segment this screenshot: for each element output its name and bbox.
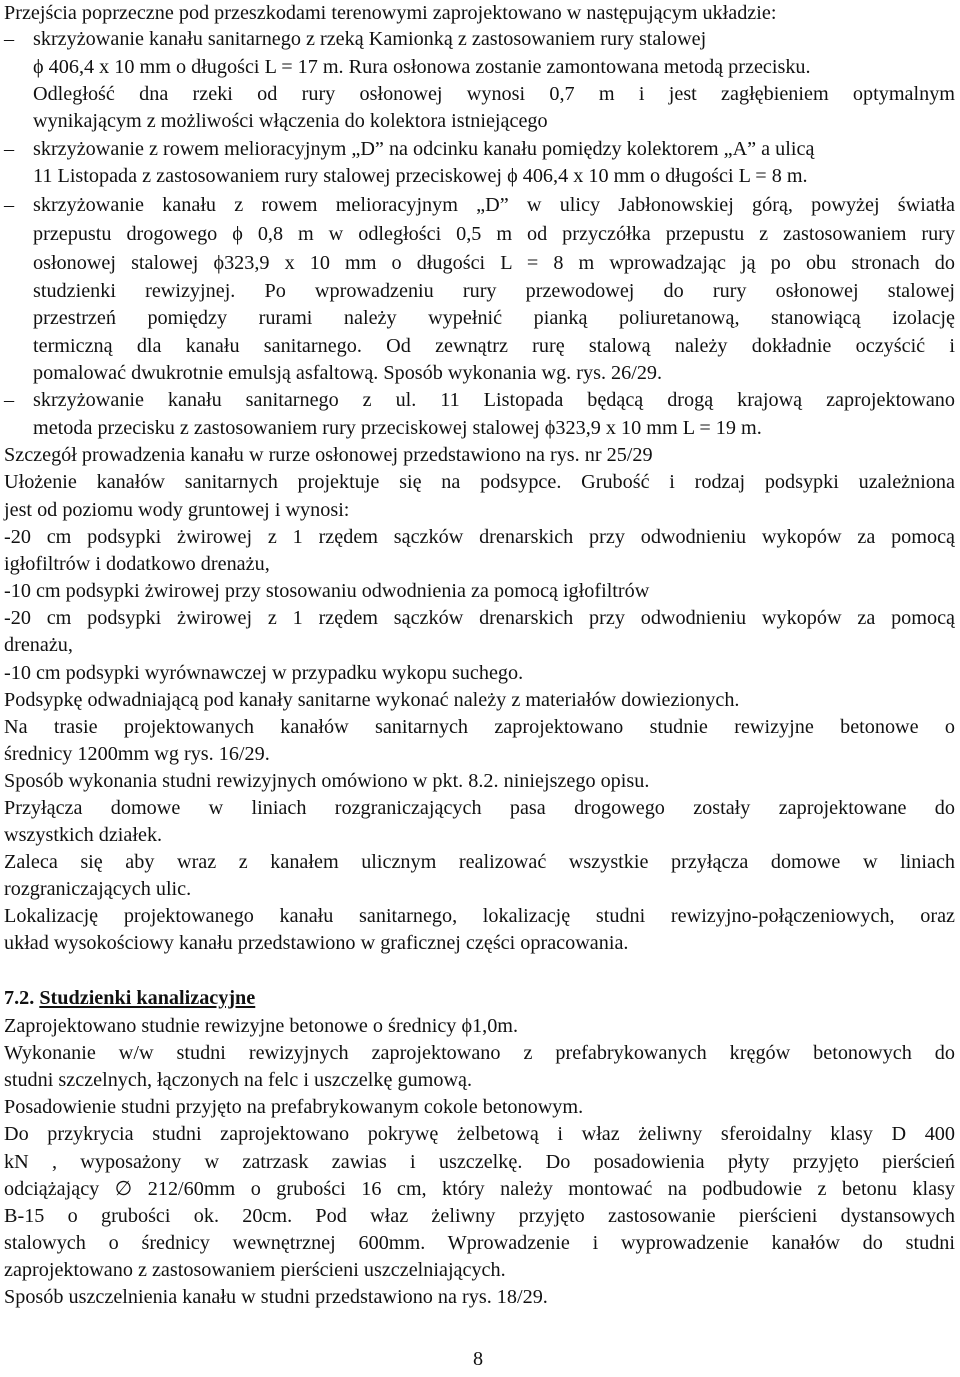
text-line: Lokalizację projektowanego kanału sanitarnego, lokalizację studni rewizyjno-połączeniowych, oraz — [4, 905, 955, 927]
text-line: termiczną dla kanału sanitarnego. Od zewnątrz rurę stalową należy dokładnie oczyścić i — [33, 335, 955, 357]
text-line: igłofiltrów i dodatkowo drenażu, — [4, 553, 270, 575]
text-line: przestrzeń pomiędzy rurami należy wypełnić pianką poliuretanową, stanowiącą izolację — [33, 307, 955, 329]
list-dash: – — [4, 138, 15, 160]
list-dash: – — [4, 28, 15, 50]
text-line: Ułożenie kanałów sanitarnych projektuje się na podsypce. Grubość i rodzaj podsypki uzależniona — [4, 471, 955, 493]
text-line: stalowych o średnicy wewnętrznej 600mm. Wprowadzenie i wyprowadzenie kanałów do studni — [4, 1232, 955, 1254]
list-dash: – — [4, 194, 15, 216]
text-line: -10 cm podsypki żwirowej przy stosowaniu odwodnienia za pomocą igłofiltrów — [4, 580, 650, 602]
text-line: Sposób wykonania studni rewizyjnych omówiono w pkt. 8.2. niniejszego opisu. — [4, 770, 650, 792]
text-line: metoda przecisku z zastosowaniem rury przeciskowej stalowej ϕ323,9 x 10 mm L = 19 m. — [33, 417, 762, 439]
text-line: skrzyżowanie kanału sanitarnego z ul. 11 Listopada będącą drogą krajową zaprojektowano — [33, 389, 955, 411]
page-number: 8 — [473, 1348, 484, 1370]
text-line: zaprojektowano z zastosowaniem pierścieni uszczelniających. — [4, 1259, 506, 1281]
section-heading — [4, 985, 255, 1011]
text-line: skrzyżowanie kanału sanitarnego z rzeką Kamionką z zastosowaniem rury stalowej — [33, 28, 707, 50]
text-line: Posadowienie studni przyjęto na prefabrykowanym cokole betonowym. — [4, 1096, 584, 1118]
text-line: skrzyżowanie kanału z rowem melioracyjnym „D” w ulicy Jabłonowskiej górą, powyżej światła — [33, 194, 955, 216]
text-line: -20 cm podsypki żwirowej z 1 rzędem sączków drenarskich przy odwodnieniu wykopów za pomocą — [4, 607, 955, 629]
text-line: jest od poziomu wody gruntowej i wynosi: — [4, 499, 350, 521]
text-line: Zaprojektowano studnie rewizyjne betonowe o średnicy ϕ1,0m. — [4, 1015, 519, 1037]
text-line: kN , wyposażony w zatrzask zawias i uszczelkę. Do posadowienia płyty przyjęto pierścień — [4, 1151, 955, 1173]
text-line: -10 cm podsypki wyrównawczej w przypadku wykopu suchego. — [4, 662, 524, 684]
text-line: ϕ 406,4 x 10 mm o długości L = 17 m. Rura osłonowa zostanie zamontowana metodą przecisku. — [33, 56, 811, 78]
text-line: studni szczelnych, łączonych na felc i uszczelkę gumową. — [4, 1069, 473, 1091]
text-line: -20 cm podsypki żwirowej z 1 rzędem sączków drenarskich przy odwodnieniu wykopów za pomocą — [4, 526, 955, 548]
text-line: Przejścia poprzeczne pod przeszkodami terenowymi zaprojektowano w następującym układzie: — [4, 2, 777, 24]
text-line: układ wysokościowy kanału przedstawiono w graficznej części opracowania. — [4, 932, 629, 954]
text-line: pomalować dwukrotnie emulsją asfaltową. Sposób wykonania wg. rys. 26/29. — [33, 362, 663, 384]
text-line: studzienki rewizyjnej. Po wprowadzeniu rury przewodowej do rury osłonowej stalowej — [33, 280, 955, 302]
list-dash: – — [4, 389, 15, 411]
text-line: Szczegół prowadzenia kanału w rurze osłonowej przedstawiono na rys. nr 25/29 — [4, 444, 653, 466]
section-number: 7.2. — [4, 987, 35, 1009]
text-line: Przyłącza domowe w liniach rozgraniczających pasa drogowego zostały zaprojektowane do — [4, 797, 955, 819]
text-line: Podsypkę odwadniającą pod kanały sanitarne wykonać należy z materiałów dowiezionych. — [4, 689, 740, 711]
text-line: przepustu drogowego ϕ 0,8 m w odległości 0,5 m od przyczółka przepustu z zastosowaniem rury — [33, 223, 955, 245]
text-line: drenażu, — [4, 634, 73, 656]
section-title: Studzienki kanalizacyjne — [39, 987, 256, 1009]
text-line: wszystkich działek. — [4, 824, 163, 846]
text-line: Na trasie projektowanych kanałów sanitarnych zaprojektowano studnie rewizyjne betonowe o — [4, 716, 955, 738]
text-line: osłonowej stalowej ϕ323,9 x 10 mm o długości L = 8 m wprowadzając ją po obu stronach do — [33, 252, 955, 274]
text-line: średnicy 1200mm wg rys. 16/29. — [4, 743, 270, 765]
text-line: skrzyżowanie z rowem melioracyjnym „D” na odcinku kanału pomiędzy kolektorem „A” a ulicą — [33, 138, 815, 160]
text-line: wynikającym z możliwości włączenia do kolektora istniejącego — [33, 110, 548, 132]
text-line: Zaleca się aby wraz z kanałem ulicznym realizować wszystkie przyłącza domowe w liniach — [4, 851, 955, 873]
text-line: Sposób uszczelnienia kanału w studni przedstawiono na rys. 18/29. — [4, 1286, 548, 1308]
text-line: rozgraniczających ulic. — [4, 878, 192, 900]
text-line: Wykonanie w/w studni rewizyjnych zaprojektowano z prefabrykowanych kręgów betonowych do — [4, 1042, 955, 1064]
text-line: B-15 o grubości ok. 20cm. Pod właz żeliwny przyjęto zastosowanie pierścieni dystansowych — [4, 1205, 955, 1227]
text-line: odciążający ∅ 212/60mm o grubości 16 cm, który należy montować na podbudowie z betonu klasy — [4, 1178, 955, 1200]
text-line: Do przykrycia studni zaprojektowano pokrywę żelbetową i właz żeliwny sferoidalny klasy D 400 — [4, 1123, 955, 1145]
text-line: 11 Listopada z zastosowaniem rury stalowej przeciskowej ϕ 406,4 x 10 mm o długości L = 8 m. — [33, 165, 808, 187]
text-line: Odległość dna rzeki od rury osłonowej wynosi 0,7 m i jest zagłębieniem optymalnym — [33, 83, 955, 105]
